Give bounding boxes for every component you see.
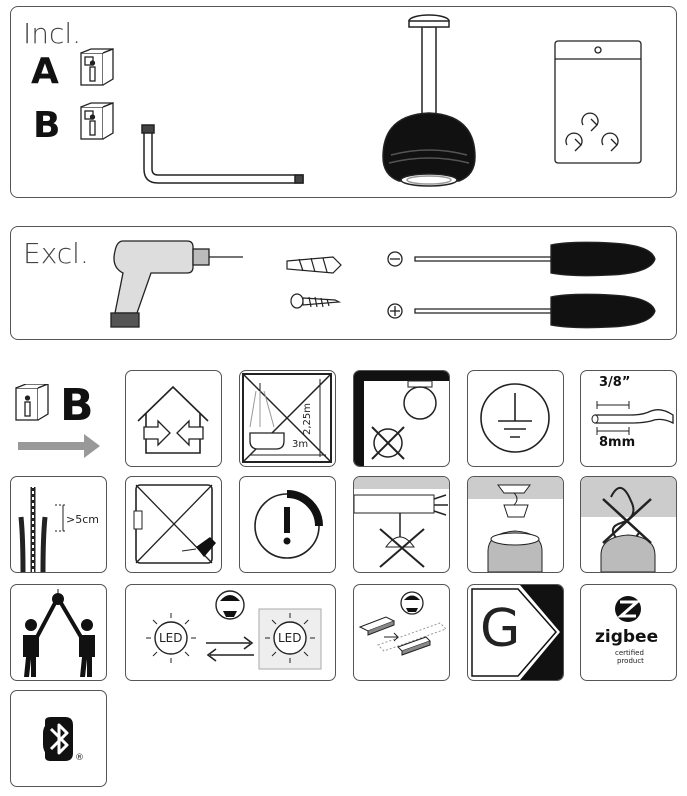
led-replace-tile — [125, 584, 336, 681]
height-2-25m-label: 2,25m — [302, 402, 313, 435]
excluded-panel — [10, 226, 677, 340]
hex-key-icon — [142, 125, 303, 183]
indoor-use-tile — [125, 370, 222, 467]
manual-a-label: A — [31, 51, 59, 92]
screw-icon — [291, 294, 339, 308]
cable-routing-tile — [467, 476, 564, 573]
bathroom-zone-icon — [240, 371, 335, 466]
ceiling-mount-only-icon — [354, 371, 449, 466]
two-person-install-icon — [11, 585, 106, 680]
energy-class-tile — [467, 584, 564, 681]
flat-screwdriver-icon — [388, 242, 655, 275]
cable-clearance-tile — [10, 476, 107, 573]
manual-a-book-icon — [81, 49, 113, 85]
bathroom-zone-tile — [239, 370, 336, 467]
cross-screwdriver-icon — [388, 294, 655, 327]
zigbee-product-text: product — [617, 657, 644, 665]
no-tangled-cable-icon — [581, 477, 676, 572]
clearance-5cm-label: >5cm — [66, 513, 99, 526]
disconnect-power-icon — [126, 477, 221, 572]
no-tangled-cable-tile — [580, 476, 677, 573]
cable-routing-icon — [468, 477, 563, 572]
caution-tile — [239, 476, 336, 573]
manual-b-ref-label: B — [60, 380, 94, 431]
led-label-right: LED — [278, 631, 302, 645]
zigbee-tile — [580, 584, 677, 681]
no-cable-strain-icon — [354, 477, 449, 572]
excluded-tools — [11, 227, 676, 339]
no-cable-strain-tile — [353, 476, 450, 573]
two-person-install-tile — [10, 584, 107, 681]
earth-ground-tile — [467, 370, 564, 467]
included-heading: Incl. — [23, 17, 82, 50]
caution-icon — [240, 477, 335, 572]
manual-b-reference — [14, 380, 114, 464]
manual-b-book-icon — [81, 103, 113, 139]
bluetooth-registered-mark: ® — [75, 753, 84, 763]
bluetooth-icon — [11, 691, 106, 786]
led-replace-icon — [126, 585, 335, 680]
zigbee-certified-text: certified — [615, 649, 644, 657]
earth-ground-icon — [468, 371, 563, 466]
strip-3-8-label: 3/8” — [599, 375, 631, 390]
zigbee-wordmark: zigbee — [595, 627, 659, 647]
led-label-left: LED — [159, 631, 183, 645]
drill-icon — [111, 241, 243, 327]
driver-replace-icon — [354, 585, 449, 680]
bluetooth-tile — [10, 690, 107, 787]
energy-class-letter: G — [480, 599, 521, 659]
included-panel — [10, 6, 677, 198]
ceiling-only-tile — [353, 370, 450, 467]
driver-replace-tile — [353, 584, 450, 681]
wall-plug-icon — [287, 257, 341, 273]
included-illustrations — [11, 7, 676, 197]
pendant-lamp-icon — [383, 15, 475, 186]
excluded-heading: Excl. — [23, 237, 89, 270]
wire-strip-tile — [580, 370, 677, 467]
disconnect-power-tile — [125, 476, 222, 573]
strip-8mm-label: 8mm — [599, 435, 636, 450]
hardware-bag-icon — [555, 41, 641, 163]
manual-b-label: B — [33, 105, 61, 146]
house-indoor-icon — [126, 371, 221, 466]
distance-3m-label: 3m — [292, 439, 309, 450]
